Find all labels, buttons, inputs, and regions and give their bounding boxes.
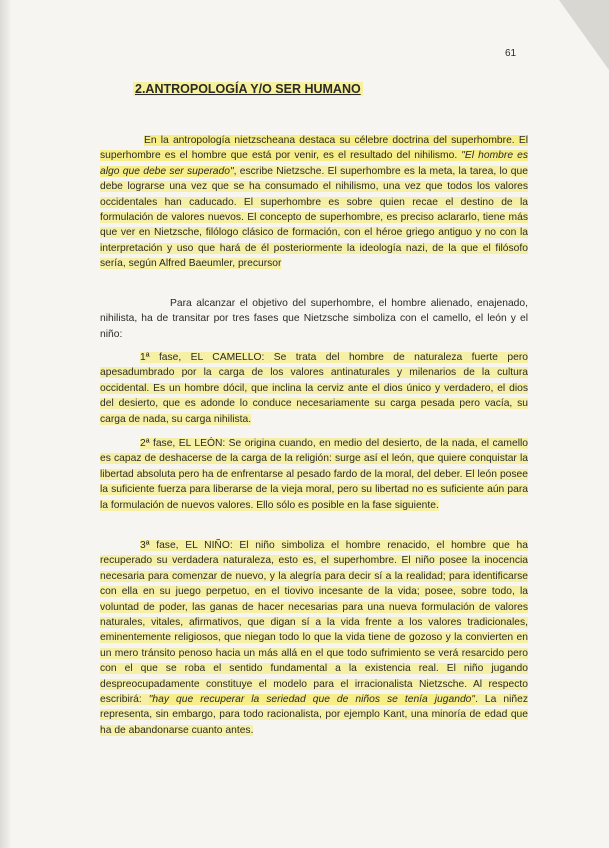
para1-text-a: En la antropología nietzscheana destaca su célebre doctrina del superhombre. El superhombre es el hombre que está por venir, es el resultado del nihilismo. <box>100 135 528 162</box>
scan-edge-shadow <box>0 0 12 848</box>
para1-text-c: , escribe Nietzsche. El superhombre es la meta, la tarea, lo que debe lograrse una vez que se ha consumado el nihilismo, una vez que todos los valores occidentales han caducado. El superhombre es sobre quien recae el destino de la formulación de valores nuevos. El concepto de superhombre, es preciso aclararlo, tiene más que ver en Nietzsche, filólogo clásico de formación, con el héroe griego antiguo y no con la interpretación y uso que hará de él posteriormente la ideología nazi, de la que el filósofo sería, según Alfred Baeumler, precursor <box>100 165 528 270</box>
para2-text: Para alcanzar el objetivo del superhombre, el hombre alienado, enajenado, nihilista, ha de transitar por tres fases que Nietzsche simboliza con el camello, el león y el niño: <box>100 298 528 340</box>
para4-text: 2ª fase, EL LEÓN: Se origina cuando, en medio del desierto, de la nada, el camello es capaz de deshacerse de la carga de la religión: surge así el león, que quiere conquistar la libertad absoluta pero ha de enfrentarse al pesado fardo de la moral, del deber. El león posee la suficiente fuerza para liberarse de la vieja moral, pero su libertad no es suficiente aún para la formulación de nuevos valores. Ello sólo es posible en la fase siguiente. <box>100 438 528 511</box>
page-number: 61 <box>505 48 517 59</box>
para5-text-c: . La niñez representa, sin embargo, para todo racionalista, por ejemplo Kant, una minoría de edad que ha de abandonarse cuanto antes. <box>100 694 528 736</box>
paragraph-camello <box>100 350 528 427</box>
paragraph-tres-fases <box>100 296 528 342</box>
section-title: 2.ANTROPOLOGÍA Y/O SER HUMANO <box>135 82 361 96</box>
folded-corner <box>559 0 609 70</box>
para3-text: 1ª fase, EL CAMELLO: Se trata del hombre de naturaleza fuerte pero apesadumbrado por la carga de los valores antinaturales y milenarios de la cultura occidental. Es un hombre dócil, que inclina la cerviz ante el dios único y verdadero, el dios del desierto, que es adonde lo conduce necesariamente su carga pesada pero vacía, su carga de nada, su carga nihilista. <box>100 352 528 425</box>
paragraph-superhombre <box>100 133 528 272</box>
nietzsche-quote-1: "El hombre es algo que debe ser superado" <box>100 150 528 177</box>
paragraph-nino <box>100 538 528 738</box>
para5-text-a: 3ª fase, EL NIÑO: El niño simboliza el hombre renacido, el hombre que ha recuperado su verdadera naturaleza, esto es, el superhombre. El niño posee la inocencia necesaria para comenzar de nuevo, y la alegría para decir sí a la realidad; para identificarse con ella en su juego perpetuo, en el tiovivo incesante de la vida; posee, sobre todo, la voluntad de poder, las ganas de hacer necesarias para una nueva formulación de valores naturales, vitales, afirmativos, que digan sí a la vida frente a los valores tradicionales, eminentemente religiosos, que niegan todo lo que la vida tiene de gozoso y la convierten en un mero tránsito penoso hacia un más allá en el que todo sufrimiento se verá resarcido pero con el que se roba el sentido fundamental a la existencia real. El niño jugando despreocupadamente constituye el modelo para el irracionalista Nietzsche. Al respecto escribirá: <box>100 540 528 706</box>
nietzsche-quote-2: "hay que recuperar la seriedad que de niños se tenía jugando" <box>148 694 476 706</box>
paragraph-leon <box>100 436 528 513</box>
